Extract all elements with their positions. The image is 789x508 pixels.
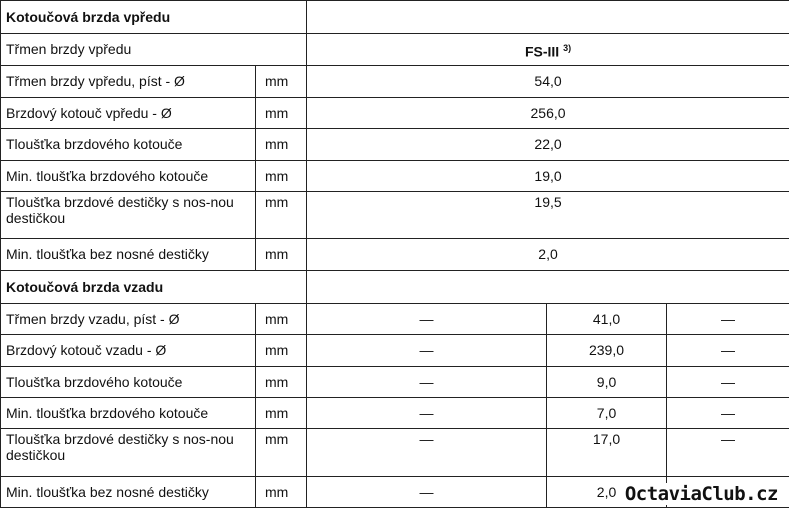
rear-heading: Kotoučová brzda vzadu — [1, 270, 307, 303]
table-row: Min. tloušťka brzdového kotouče mm — 7,0 — — [1, 397, 789, 428]
table-row: Min. tloušťka bez nosné destičky mm 2,0 — [1, 239, 789, 270]
table-row: Brzdový kotouč vpředu - Ø mm 256,0 — [1, 97, 789, 128]
table-row: Tloušťka brzdové destičky s nos-nou destičkou mm 19,5 — [1, 191, 789, 238]
front-caliper-label: Třmen brzdy vpředu — [1, 34, 307, 65]
table-row — [1, 34, 789, 65]
table-row: Tloušťka brzdové destičky s nos-nou destičkou mm — 17,0 — — [1, 429, 789, 476]
watermark: OctaviaClub.cz — [624, 483, 778, 505]
table-row: Třmen brzdy vzadu, píst - Ø mm — 41,0 — — [1, 303, 789, 334]
table-row: Třmen brzdy vpředu, píst - Ø mm 54,0 — [1, 65, 789, 97]
footnote-mark: 3) — [563, 42, 572, 53]
table-row: Min. tloušťka bez nosné destičky mm — 2,0 — [1, 476, 789, 507]
table-row: Min. tloušťka brzdového kotouče mm 19,0 — [1, 160, 789, 191]
table-row: Brzdový kotouč vzadu - Ø mm — 239,0 — — [1, 335, 789, 366]
front-caliper-value: FS-III $^{3)}$ — [307, 34, 789, 65]
front-heading: Kotoučová brzda vpředu — [1, 1, 307, 34]
table-row: Tloušťka brzdového kotouče mm — 9,0 — — [1, 366, 789, 397]
section-header-rear — [1, 270, 789, 303]
section-header-front — [1, 1, 789, 34]
table-row: Tloušťka brzdového kotouče mm 22,0 — [1, 129, 789, 160]
